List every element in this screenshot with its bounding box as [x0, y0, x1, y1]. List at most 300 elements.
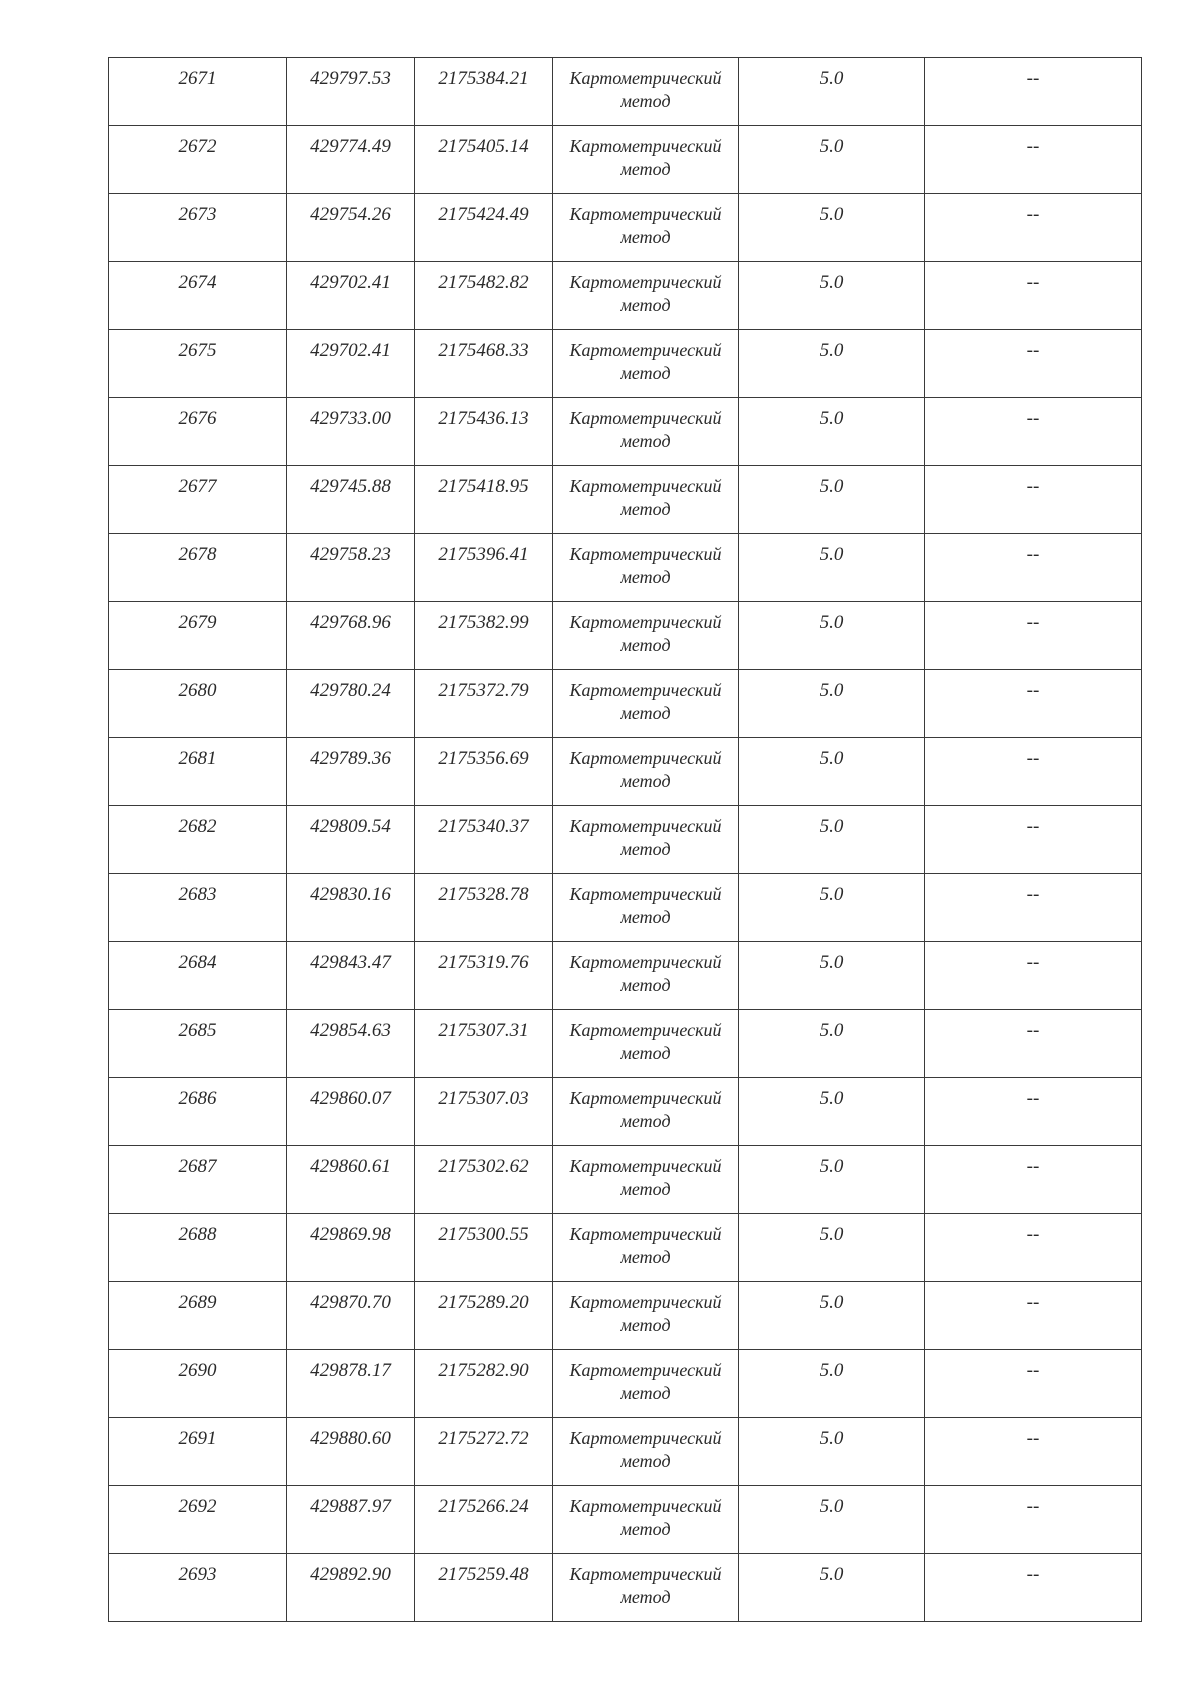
point-number-cell [109, 126, 287, 194]
method-cell [553, 1146, 739, 1214]
coordinate-y-value: 2175302.62 [438, 1156, 529, 1177]
coordinate-x-cell [287, 1146, 415, 1214]
description-value: -- [1026, 476, 1040, 497]
coordinate-y-cell [415, 1282, 553, 1350]
accuracy-value: 5.0 [819, 204, 844, 225]
method-value: Картометрический метод [569, 1564, 722, 1607]
point-number-cell [109, 1486, 287, 1554]
coordinate-x-cell [287, 1554, 415, 1622]
coordinate-x-value: 429789.36 [310, 748, 391, 769]
coordinate-y-cell [415, 1214, 553, 1282]
table-row [109, 398, 1142, 466]
coordinate-x-cell [287, 1418, 415, 1486]
accuracy-cell [739, 1486, 925, 1554]
coordinate-x-cell [287, 1350, 415, 1418]
description-cell [925, 1214, 1142, 1282]
point-number-cell [109, 942, 287, 1010]
point-number-cell [109, 874, 287, 942]
coordinate-y-cell [415, 194, 553, 262]
description-cell [925, 874, 1142, 942]
accuracy-value: 5.0 [819, 748, 844, 769]
coordinate-x-value: 429768.96 [310, 612, 391, 633]
description-cell [925, 942, 1142, 1010]
point-number-value: 2679 [178, 612, 217, 633]
method-value: Картометрический метод [569, 748, 722, 791]
description-value: -- [1026, 816, 1040, 837]
accuracy-cell [739, 874, 925, 942]
coordinate-x-cell [287, 738, 415, 806]
table-row [109, 1078, 1142, 1146]
description-value: -- [1026, 952, 1040, 973]
accuracy-cell [739, 942, 925, 1010]
table-row [109, 874, 1142, 942]
coordinate-x-value: 429780.24 [310, 680, 391, 701]
method-cell [553, 670, 739, 738]
accuracy-value: 5.0 [819, 816, 844, 837]
accuracy-cell [739, 670, 925, 738]
coordinate-y-cell [415, 942, 553, 1010]
coordinate-x-cell [287, 1486, 415, 1554]
method-value: Картометрический метод [569, 204, 722, 247]
coordinate-y-value: 2175289.20 [438, 1292, 529, 1313]
method-cell [553, 1486, 739, 1554]
method-value: Картометрический метод [569, 816, 722, 859]
coordinate-x-value: 429860.07 [310, 1088, 391, 1109]
method-value: Картометрический метод [569, 1156, 722, 1199]
method-cell [553, 194, 739, 262]
coordinate-y-cell [415, 670, 553, 738]
coordinate-x-value: 429733.00 [310, 408, 391, 429]
coordinate-y-cell [415, 330, 553, 398]
point-number-value: 2676 [178, 408, 217, 429]
coordinate-y-value: 2175418.95 [438, 476, 529, 497]
accuracy-value: 5.0 [819, 544, 844, 565]
coordinate-y-cell [415, 126, 553, 194]
point-number-value: 2681 [178, 748, 217, 769]
description-value: -- [1026, 544, 1040, 565]
coordinate-y-cell [415, 1010, 553, 1078]
coordinate-x-value: 429774.49 [310, 136, 391, 157]
accuracy-cell [739, 1214, 925, 1282]
point-number-cell [109, 1078, 287, 1146]
method-cell [553, 466, 739, 534]
method-value: Картометрический метод [569, 1088, 722, 1131]
point-number-cell [109, 670, 287, 738]
accuracy-value: 5.0 [819, 952, 844, 973]
accuracy-cell [739, 1146, 925, 1214]
coordinate-x-cell [287, 1214, 415, 1282]
point-number-cell [109, 1214, 287, 1282]
point-number-value: 2691 [178, 1428, 217, 1449]
coordinate-x-value: 429758.23 [310, 544, 391, 565]
table-row [109, 942, 1142, 1010]
coordinate-y-cell [415, 1486, 553, 1554]
point-number-value: 2682 [178, 816, 217, 837]
coordinate-x-value: 429860.61 [310, 1156, 391, 1177]
coordinate-y-value: 2175307.03 [438, 1088, 529, 1109]
coordinate-y-cell [415, 466, 553, 534]
coordinate-x-cell [287, 194, 415, 262]
method-value: Картометрический метод [569, 476, 722, 519]
point-number-value: 2693 [178, 1564, 217, 1585]
accuracy-value: 5.0 [819, 68, 844, 89]
coordinate-x-cell [287, 602, 415, 670]
coordinate-y-value: 2175424.49 [438, 204, 529, 225]
coordinate-x-value: 429869.98 [310, 1224, 391, 1245]
method-cell [553, 1010, 739, 1078]
method-value: Картометрический метод [569, 136, 722, 179]
accuracy-cell [739, 194, 925, 262]
description-cell [925, 330, 1142, 398]
table-row [109, 1554, 1142, 1622]
description-value: -- [1026, 408, 1040, 429]
coordinate-y-cell [415, 1554, 553, 1622]
point-number-cell [109, 330, 287, 398]
description-value: -- [1026, 68, 1040, 89]
coordinate-y-value: 2175282.90 [438, 1360, 529, 1381]
table-row [109, 126, 1142, 194]
coordinate-x-value: 429797.53 [310, 68, 391, 89]
accuracy-cell [739, 1554, 925, 1622]
accuracy-value: 5.0 [819, 1292, 844, 1313]
point-number-cell [109, 1418, 287, 1486]
point-number-value: 2684 [178, 952, 217, 973]
point-number-value: 2678 [178, 544, 217, 565]
method-value: Картометрический метод [569, 884, 722, 927]
description-value: -- [1026, 1360, 1040, 1381]
coordinate-y-cell [415, 602, 553, 670]
point-number-cell [109, 1146, 287, 1214]
description-value: -- [1026, 272, 1040, 293]
description-cell [925, 1078, 1142, 1146]
accuracy-value: 5.0 [819, 340, 844, 361]
table-row [109, 466, 1142, 534]
accuracy-value: 5.0 [819, 1496, 844, 1517]
table-row [109, 602, 1142, 670]
method-value: Картометрический метод [569, 952, 722, 995]
point-number-value: 2686 [178, 1088, 217, 1109]
coordinate-y-cell [415, 58, 553, 126]
description-cell [925, 262, 1142, 330]
description-cell [925, 1418, 1142, 1486]
coordinate-y-cell [415, 1350, 553, 1418]
coordinate-y-value: 2175396.41 [438, 544, 529, 565]
table-row [109, 738, 1142, 806]
coordinate-y-value: 2175372.79 [438, 680, 529, 701]
method-cell [553, 126, 739, 194]
description-cell [925, 1282, 1142, 1350]
coordinate-y-value: 2175482.82 [438, 272, 529, 293]
accuracy-value: 5.0 [819, 1156, 844, 1177]
accuracy-cell [739, 58, 925, 126]
accuracy-cell [739, 1078, 925, 1146]
accuracy-cell [739, 602, 925, 670]
coordinate-x-value: 429878.17 [310, 1360, 391, 1381]
accuracy-cell [739, 330, 925, 398]
description-value: -- [1026, 1428, 1040, 1449]
point-number-value: 2687 [178, 1156, 217, 1177]
point-number-value: 2685 [178, 1020, 217, 1041]
accuracy-value: 5.0 [819, 1088, 844, 1109]
description-value: -- [1026, 748, 1040, 769]
coordinate-y-value: 2175328.78 [438, 884, 529, 905]
description-value: -- [1026, 1156, 1040, 1177]
coordinate-x-value: 429887.97 [310, 1496, 391, 1517]
coordinate-x-value: 429830.16 [310, 884, 391, 905]
accuracy-cell [739, 1350, 925, 1418]
accuracy-cell [739, 534, 925, 602]
coordinate-x-value: 429809.54 [310, 816, 391, 837]
description-cell [925, 466, 1142, 534]
method-value: Картометрический метод [569, 1428, 722, 1471]
point-number-cell [109, 262, 287, 330]
coordinate-y-cell [415, 534, 553, 602]
method-cell [553, 806, 739, 874]
coordinate-x-value: 429854.63 [310, 1020, 391, 1041]
coordinate-y-value: 2175307.31 [438, 1020, 529, 1041]
table-row [109, 806, 1142, 874]
description-cell [925, 1554, 1142, 1622]
point-number-cell [109, 534, 287, 602]
coordinate-x-cell [287, 942, 415, 1010]
coordinate-x-value: 429843.47 [310, 952, 391, 973]
method-cell [553, 1282, 739, 1350]
point-number-value: 2683 [178, 884, 217, 905]
description-value: -- [1026, 340, 1040, 361]
method-value: Картометрический метод [569, 68, 722, 111]
method-cell [553, 738, 739, 806]
point-number-value: 2689 [178, 1292, 217, 1313]
method-cell [553, 398, 739, 466]
method-cell [553, 602, 739, 670]
method-cell [553, 262, 739, 330]
accuracy-value: 5.0 [819, 1428, 844, 1449]
coordinate-y-cell [415, 1146, 553, 1214]
coordinate-x-cell [287, 466, 415, 534]
accuracy-cell [739, 1010, 925, 1078]
point-number-cell [109, 194, 287, 262]
point-number-value: 2692 [178, 1496, 217, 1517]
method-cell [553, 874, 739, 942]
coordinate-x-value: 429702.41 [310, 340, 391, 361]
coordinate-y-value: 2175382.99 [438, 612, 529, 633]
coordinate-x-value: 429870.70 [310, 1292, 391, 1313]
description-cell [925, 398, 1142, 466]
description-cell [925, 126, 1142, 194]
point-number-cell [109, 58, 287, 126]
table-row [109, 58, 1142, 126]
point-number-cell [109, 1282, 287, 1350]
coordinate-x-cell [287, 670, 415, 738]
description-value: -- [1026, 1292, 1040, 1313]
coordinate-y-value: 2175468.33 [438, 340, 529, 361]
description-value: -- [1026, 204, 1040, 225]
description-value: -- [1026, 1224, 1040, 1245]
description-cell [925, 58, 1142, 126]
table-row [109, 670, 1142, 738]
point-number-cell [109, 1554, 287, 1622]
table-row [109, 534, 1142, 602]
coordinate-x-cell [287, 398, 415, 466]
description-value: -- [1026, 1020, 1040, 1041]
coordinate-x-value: 429702.41 [310, 272, 391, 293]
coordinate-x-cell [287, 262, 415, 330]
method-value: Картометрический метод [569, 1224, 722, 1267]
method-cell [553, 1078, 739, 1146]
description-cell [925, 534, 1142, 602]
description-cell [925, 670, 1142, 738]
description-cell [925, 806, 1142, 874]
method-value: Картометрический метод [569, 612, 722, 655]
method-cell [553, 1418, 739, 1486]
accuracy-cell [739, 126, 925, 194]
method-value: Картометрический метод [569, 1496, 722, 1539]
description-cell [925, 738, 1142, 806]
coordinate-x-cell [287, 58, 415, 126]
table-row [109, 1282, 1142, 1350]
accuracy-value: 5.0 [819, 272, 844, 293]
coordinate-y-cell [415, 398, 553, 466]
coordinate-y-cell [415, 262, 553, 330]
point-number-cell [109, 1350, 287, 1418]
description-cell [925, 1350, 1142, 1418]
coordinate-y-cell [415, 806, 553, 874]
method-cell [553, 1554, 739, 1622]
accuracy-cell [739, 738, 925, 806]
coordinates-table-body [109, 58, 1142, 1622]
point-number-value: 2688 [178, 1224, 217, 1245]
coordinate-x-cell [287, 1010, 415, 1078]
coordinate-y-cell [415, 1078, 553, 1146]
table-row [109, 330, 1142, 398]
table-row [109, 1486, 1142, 1554]
method-value: Картометрический метод [569, 272, 722, 315]
accuracy-cell [739, 1418, 925, 1486]
coordinate-y-value: 2175319.76 [438, 952, 529, 973]
point-number-value: 2673 [178, 204, 217, 225]
point-number-cell [109, 806, 287, 874]
coordinate-y-value: 2175384.21 [438, 68, 529, 89]
method-value: Картометрический метод [569, 544, 722, 587]
accuracy-cell [739, 398, 925, 466]
coordinate-x-value: 429880.60 [310, 1428, 391, 1449]
table-row [109, 1418, 1142, 1486]
point-number-cell [109, 738, 287, 806]
point-number-value: 2671 [178, 68, 217, 89]
coordinate-x-cell [287, 874, 415, 942]
description-cell [925, 1486, 1142, 1554]
accuracy-value: 5.0 [819, 1020, 844, 1041]
coordinate-x-cell [287, 126, 415, 194]
table-row [109, 1010, 1142, 1078]
method-cell [553, 534, 739, 602]
coordinate-x-value: 429892.90 [310, 1564, 391, 1585]
coordinate-x-cell [287, 1078, 415, 1146]
method-value: Картометрический метод [569, 1292, 722, 1335]
accuracy-value: 5.0 [819, 476, 844, 497]
coordinate-x-cell [287, 330, 415, 398]
method-cell [553, 58, 739, 126]
coordinate-x-value: 429754.26 [310, 204, 391, 225]
accuracy-cell [739, 1282, 925, 1350]
accuracy-value: 5.0 [819, 1564, 844, 1585]
point-number-cell [109, 466, 287, 534]
accuracy-value: 5.0 [819, 408, 844, 429]
description-cell [925, 194, 1142, 262]
point-number-cell [109, 602, 287, 670]
method-value: Картометрический метод [569, 1020, 722, 1063]
method-value: Картометрический метод [569, 408, 722, 451]
coordinate-y-value: 2175340.37 [438, 816, 529, 837]
accuracy-value: 5.0 [819, 612, 844, 633]
accuracy-cell [739, 466, 925, 534]
coordinate-y-value: 2175405.14 [438, 136, 529, 157]
description-cell [925, 1010, 1142, 1078]
description-value: -- [1026, 612, 1040, 633]
method-cell [553, 1350, 739, 1418]
coordinate-x-cell [287, 1282, 415, 1350]
point-number-value: 2672 [178, 136, 217, 157]
point-number-cell [109, 398, 287, 466]
coordinate-y-value: 2175266.24 [438, 1496, 529, 1517]
point-number-value: 2674 [178, 272, 217, 293]
coordinate-y-cell [415, 1418, 553, 1486]
description-value: -- [1026, 884, 1040, 905]
description-value: -- [1026, 136, 1040, 157]
coordinate-y-value: 2175259.48 [438, 1564, 529, 1585]
coordinate-y-value: 2175272.72 [438, 1428, 529, 1449]
accuracy-value: 5.0 [819, 884, 844, 905]
method-cell [553, 942, 739, 1010]
method-cell [553, 1214, 739, 1282]
coordinate-y-value: 2175436.13 [438, 408, 529, 429]
method-value: Картометрический метод [569, 340, 722, 383]
description-value: -- [1026, 680, 1040, 701]
accuracy-cell [739, 806, 925, 874]
accuracy-value: 5.0 [819, 680, 844, 701]
point-number-cell [109, 1010, 287, 1078]
point-number-value: 2677 [178, 476, 217, 497]
point-number-value: 2680 [178, 680, 217, 701]
accuracy-value: 5.0 [819, 1224, 844, 1245]
description-cell [925, 602, 1142, 670]
method-cell [553, 330, 739, 398]
point-number-value: 2675 [178, 340, 217, 361]
description-value: -- [1026, 1088, 1040, 1109]
accuracy-cell [739, 262, 925, 330]
accuracy-value: 5.0 [819, 1360, 844, 1381]
coordinate-y-cell [415, 874, 553, 942]
coordinate-x-cell [287, 806, 415, 874]
table-row [109, 1214, 1142, 1282]
method-value: Картометрический метод [569, 680, 722, 723]
coordinate-x-value: 429745.88 [310, 476, 391, 497]
description-cell [925, 1146, 1142, 1214]
description-value: -- [1026, 1564, 1040, 1585]
coordinate-x-cell [287, 534, 415, 602]
method-value: Картометрический метод [569, 1360, 722, 1403]
point-number-value: 2690 [178, 1360, 217, 1381]
table-row [109, 262, 1142, 330]
description-value: -- [1026, 1496, 1040, 1517]
table-row [109, 194, 1142, 262]
coordinate-y-cell [415, 738, 553, 806]
coordinates-table [108, 57, 1142, 1622]
table-row [109, 1146, 1142, 1214]
coordinate-y-value: 2175356.69 [438, 748, 529, 769]
coordinate-y-value: 2175300.55 [438, 1224, 529, 1245]
table-row [109, 1350, 1142, 1418]
